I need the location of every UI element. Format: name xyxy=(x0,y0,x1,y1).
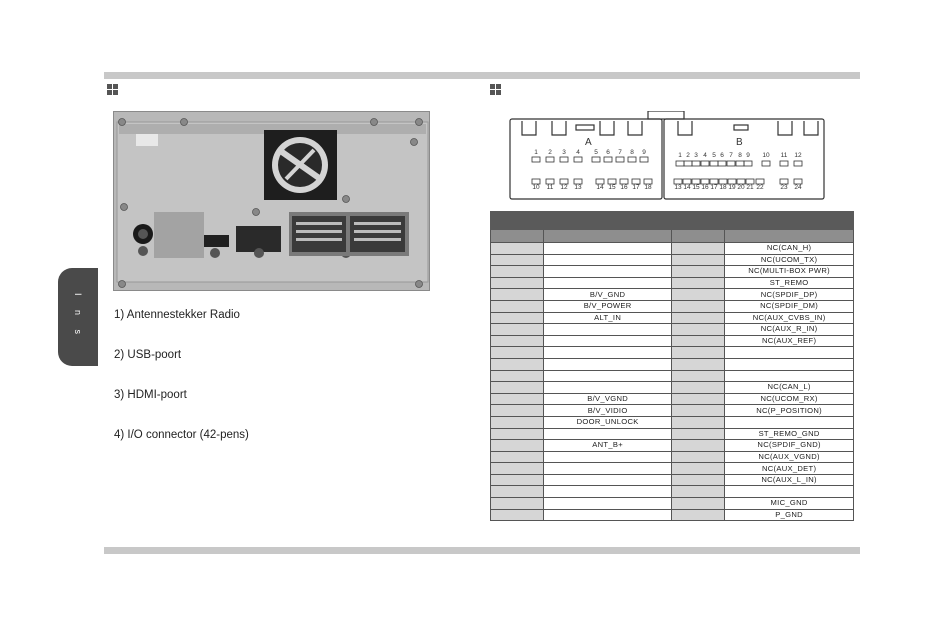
pin-b-number-cell xyxy=(672,370,725,382)
pin-b-number-cell xyxy=(672,266,725,278)
pin-number-label: 18 xyxy=(719,184,727,191)
pin-b-signal-cell: MIC_GND xyxy=(725,498,854,510)
connector-pinout-diagram xyxy=(508,111,826,201)
pin-number-label: 14 xyxy=(596,184,604,191)
pin-a-number-cell xyxy=(491,405,544,417)
pin-socket xyxy=(718,161,726,166)
pin-a-signal-cell xyxy=(543,428,672,440)
pin-b-number-cell xyxy=(672,451,725,463)
pin-a-number-cell xyxy=(491,358,544,370)
pin-socket xyxy=(710,161,718,166)
pin-socket xyxy=(701,161,709,166)
table-row xyxy=(491,266,854,278)
pin-b-signal-cell: NC(SPDIF_DM) xyxy=(725,300,854,312)
pin-b-signal-cell: NC(AUX_DET) xyxy=(725,463,854,475)
pin-b-signal-cell: NC(AUX_CVBS_IN) xyxy=(725,312,854,324)
pin-a-signal-cell: ALT_IN xyxy=(543,312,672,324)
table-row xyxy=(491,312,854,324)
pin-a-signal-cell xyxy=(543,451,672,463)
pin-number-label: 2 xyxy=(548,149,552,156)
pin-socket xyxy=(762,161,770,166)
pin-number-label: 16 xyxy=(701,184,709,191)
pin-number-label: 3 xyxy=(562,149,566,156)
table-row xyxy=(491,451,854,463)
pin-number-label: 13 xyxy=(674,184,682,191)
pin-a-signal-cell: B/V_VGND xyxy=(543,393,672,405)
pin-number-label: 3 xyxy=(694,152,698,159)
pin-socket xyxy=(592,157,600,162)
pin-number-label: 7 xyxy=(618,149,622,156)
pin-b-number-cell xyxy=(672,324,725,336)
pin-a-number-cell xyxy=(491,440,544,452)
pin-b-number-cell xyxy=(672,382,725,394)
pin-a-number-cell xyxy=(491,312,544,324)
pin-socket xyxy=(546,157,554,162)
pin-number-label: 11 xyxy=(546,184,554,191)
pin-a-number-cell xyxy=(491,243,544,255)
pin-a-signal-cell xyxy=(543,324,672,336)
pin-number-label: 4 xyxy=(703,152,707,159)
pin-a-number-cell xyxy=(491,498,544,510)
table-row xyxy=(491,393,854,405)
pin-socket xyxy=(574,157,582,162)
pin-number-label: 10 xyxy=(762,152,770,159)
table-row xyxy=(491,324,854,336)
pin-number-label: 12 xyxy=(794,152,802,159)
pin-number-label: 22 xyxy=(756,184,764,191)
pin-b-signal-cell: P_GND xyxy=(725,509,854,521)
rear-panel-photo xyxy=(113,111,430,291)
pin-b-signal-cell: NC(AUX_R_IN) xyxy=(725,324,854,336)
pin-b-number-cell xyxy=(672,416,725,428)
pin-a-signal-cell xyxy=(543,266,672,278)
pin-socket xyxy=(684,161,692,166)
pin-a-number-cell xyxy=(491,474,544,486)
side-tab-label: I n s xyxy=(73,293,83,341)
pin-b-number-cell xyxy=(672,474,725,486)
pin-b-number-cell xyxy=(672,405,725,417)
pin-number-label: 15 xyxy=(692,184,700,191)
list-item: 4) I/O connector (42-pens) xyxy=(114,429,249,441)
pin-a-signal-cell: B/V_POWER xyxy=(543,300,672,312)
pin-a-signal-cell xyxy=(543,277,672,289)
pin-a-signal-cell: B/V_GND xyxy=(543,289,672,301)
pin-a-signal-cell: B/V_VIDIO xyxy=(543,405,672,417)
side-chapter-tab xyxy=(58,268,98,366)
pin-number-label: 2 xyxy=(686,152,690,159)
pin-number-label: 1 xyxy=(678,152,682,159)
pin-a-signal-cell xyxy=(543,370,672,382)
pin-a-signal-cell xyxy=(543,382,672,394)
pin-number-label: 7 xyxy=(729,152,733,159)
pin-number-label: 20 xyxy=(737,184,745,191)
pin-b-signal-cell: ST_REMO_GND xyxy=(725,428,854,440)
pin-number-label: 15 xyxy=(608,184,616,191)
pin-b-number-cell xyxy=(672,486,725,498)
pin-b-signal-cell: NC(P_POSITION) xyxy=(725,405,854,417)
pin-b-signal-cell: NC(SPDIF_GND) xyxy=(725,440,854,452)
pin-a-number-cell xyxy=(491,451,544,463)
table-row xyxy=(491,416,854,428)
pin-b-signal-cell xyxy=(725,358,854,370)
table-row xyxy=(491,254,854,266)
pin-b-number-cell xyxy=(672,463,725,475)
pin-a-number-cell xyxy=(491,416,544,428)
pin-number-label: 10 xyxy=(532,184,540,191)
pin-a-number-cell xyxy=(491,324,544,336)
pin-number-label: 9 xyxy=(642,149,646,156)
pin-b-number-cell xyxy=(672,347,725,359)
table-row xyxy=(491,486,854,498)
pin-b-signal-cell: NC(UCOM_TX) xyxy=(725,254,854,266)
pin-a-signal-cell xyxy=(543,486,672,498)
pin-number-label: 12 xyxy=(560,184,568,191)
pin-socket xyxy=(744,161,752,166)
pin-number-label: 6 xyxy=(606,149,610,156)
pin-socket xyxy=(640,157,648,162)
port-list xyxy=(114,309,249,469)
pin-a-number-cell xyxy=(491,335,544,347)
pin-a-signal-cell: ANT_B+ xyxy=(543,440,672,452)
pin-a-number-cell xyxy=(491,370,544,382)
pin-number-label: 4 xyxy=(576,149,580,156)
pin-assignment-table xyxy=(490,211,854,521)
table-row xyxy=(491,498,854,510)
pin-b-number-cell xyxy=(672,335,725,347)
table-row xyxy=(491,474,854,486)
pin-number-label: 19 xyxy=(728,184,736,191)
pin-b-signal-cell: NC(MULTI-BOX PWR) xyxy=(725,266,854,278)
pin-b-signal-cell: NC(AUX_REF) xyxy=(725,335,854,347)
list-item: 3) HDMI-poort xyxy=(114,389,187,401)
pin-a-number-cell xyxy=(491,254,544,266)
pin-b-number-cell xyxy=(672,312,725,324)
pin-a-number-cell xyxy=(491,428,544,440)
connector-a-label: A xyxy=(585,137,592,148)
pin-number-label: 23 xyxy=(780,184,788,191)
table-row xyxy=(491,463,854,475)
pin-b-signal-cell xyxy=(725,347,854,359)
pin-a-number-cell xyxy=(491,382,544,394)
pin-socket xyxy=(727,161,735,166)
pin-socket xyxy=(780,161,788,166)
pin-number-label: 8 xyxy=(738,152,742,159)
pin-b-number-cell xyxy=(672,440,725,452)
pin-a-number-cell xyxy=(491,393,544,405)
pin-a-signal-cell xyxy=(543,347,672,359)
pin-b-number-cell xyxy=(672,300,725,312)
pin-a-signal-cell xyxy=(543,254,672,266)
pin-socket xyxy=(736,161,744,166)
table-row xyxy=(491,358,854,370)
pin-socket xyxy=(628,157,636,162)
pin-number-label: 8 xyxy=(630,149,634,156)
pin-b-signal-cell: NC(AUX_VGND) xyxy=(725,451,854,463)
pin-a-number-cell xyxy=(491,463,544,475)
section-marker-icon xyxy=(490,84,501,95)
pin-number-label: 21 xyxy=(746,184,754,191)
pin-b-number-cell xyxy=(672,289,725,301)
pin-b-signal-cell: NC(CAN_L) xyxy=(725,382,854,394)
table-subheader-row xyxy=(491,230,854,243)
pin-b-number-cell xyxy=(672,509,725,521)
table-row xyxy=(491,289,854,301)
pin-a-signal-cell xyxy=(543,474,672,486)
table-row xyxy=(491,509,854,521)
pin-socket xyxy=(676,161,684,166)
section-marker-icon xyxy=(107,84,118,95)
pin-b-number-cell xyxy=(672,243,725,255)
pin-a-number-cell xyxy=(491,486,544,498)
table-row xyxy=(491,300,854,312)
table-row xyxy=(491,277,854,289)
pin-a-signal-cell xyxy=(543,335,672,347)
pin-a-number-cell xyxy=(491,266,544,278)
pin-number-label: 1 xyxy=(534,149,538,156)
pin-b-signal-cell: NC(CAN_H) xyxy=(725,243,854,255)
pin-a-signal-cell: DOOR_UNLOCK xyxy=(543,416,672,428)
pin-a-signal-cell xyxy=(543,509,672,521)
list-item: 2) USB-poort xyxy=(114,349,182,361)
pin-a-number-cell xyxy=(491,289,544,301)
pin-socket xyxy=(604,157,612,162)
pin-number-label: 17 xyxy=(632,184,640,191)
pin-socket xyxy=(532,157,540,162)
table-row xyxy=(491,243,854,255)
top-divider-bar xyxy=(104,72,860,79)
pin-a-signal-cell xyxy=(543,463,672,475)
pin-b-number-cell xyxy=(672,393,725,405)
pin-a-number-cell xyxy=(491,509,544,521)
pin-socket xyxy=(616,157,624,162)
pin-number-label: 17 xyxy=(710,184,718,191)
table-row xyxy=(491,440,854,452)
connector-b-label: B xyxy=(736,137,743,148)
pin-number-label: 5 xyxy=(712,152,716,159)
pin-a-number-cell xyxy=(491,300,544,312)
pin-a-number-cell xyxy=(491,347,544,359)
pin-b-number-cell xyxy=(672,358,725,370)
table-row xyxy=(491,335,854,347)
pin-number-label: 18 xyxy=(644,184,652,191)
pin-b-signal-cell: NC(AUX_L_IN) xyxy=(725,474,854,486)
pin-b-number-cell xyxy=(672,428,725,440)
pin-socket xyxy=(794,161,802,166)
pin-b-signal-cell: NC(SPDIF_DP) xyxy=(725,289,854,301)
pin-number-label: 16 xyxy=(620,184,628,191)
pin-b-signal-cell: NC(UCOM_RX) xyxy=(725,393,854,405)
pin-b-number-cell xyxy=(672,498,725,510)
pin-number-label: 14 xyxy=(683,184,691,191)
pin-number-label: 9 xyxy=(746,152,750,159)
pin-socket xyxy=(560,157,568,162)
table-row xyxy=(491,347,854,359)
list-item: 1) Antennestekker Radio xyxy=(114,309,240,321)
pin-number-label: 13 xyxy=(574,184,582,191)
pin-a-signal-cell xyxy=(543,358,672,370)
pin-b-signal-cell xyxy=(725,370,854,382)
pin-b-signal-cell xyxy=(725,486,854,498)
table-row xyxy=(491,382,854,394)
pin-b-number-cell xyxy=(672,254,725,266)
pin-a-signal-cell xyxy=(543,498,672,510)
table-row xyxy=(491,405,854,417)
pin-b-signal-cell: ST_REMO xyxy=(725,277,854,289)
pin-number-label: 24 xyxy=(794,184,802,191)
pin-number-label: 11 xyxy=(780,152,788,159)
pin-a-signal-cell xyxy=(543,243,672,255)
pin-number-label: 5 xyxy=(594,149,598,156)
pin-a-number-cell xyxy=(491,277,544,289)
pin-socket xyxy=(692,161,700,166)
table-header-row xyxy=(491,212,854,230)
table-row xyxy=(491,428,854,440)
pin-b-number-cell xyxy=(672,277,725,289)
bottom-divider-bar xyxy=(104,547,860,554)
table-row xyxy=(491,370,854,382)
pin-b-signal-cell xyxy=(725,416,854,428)
pin-number-label: 6 xyxy=(720,152,724,159)
